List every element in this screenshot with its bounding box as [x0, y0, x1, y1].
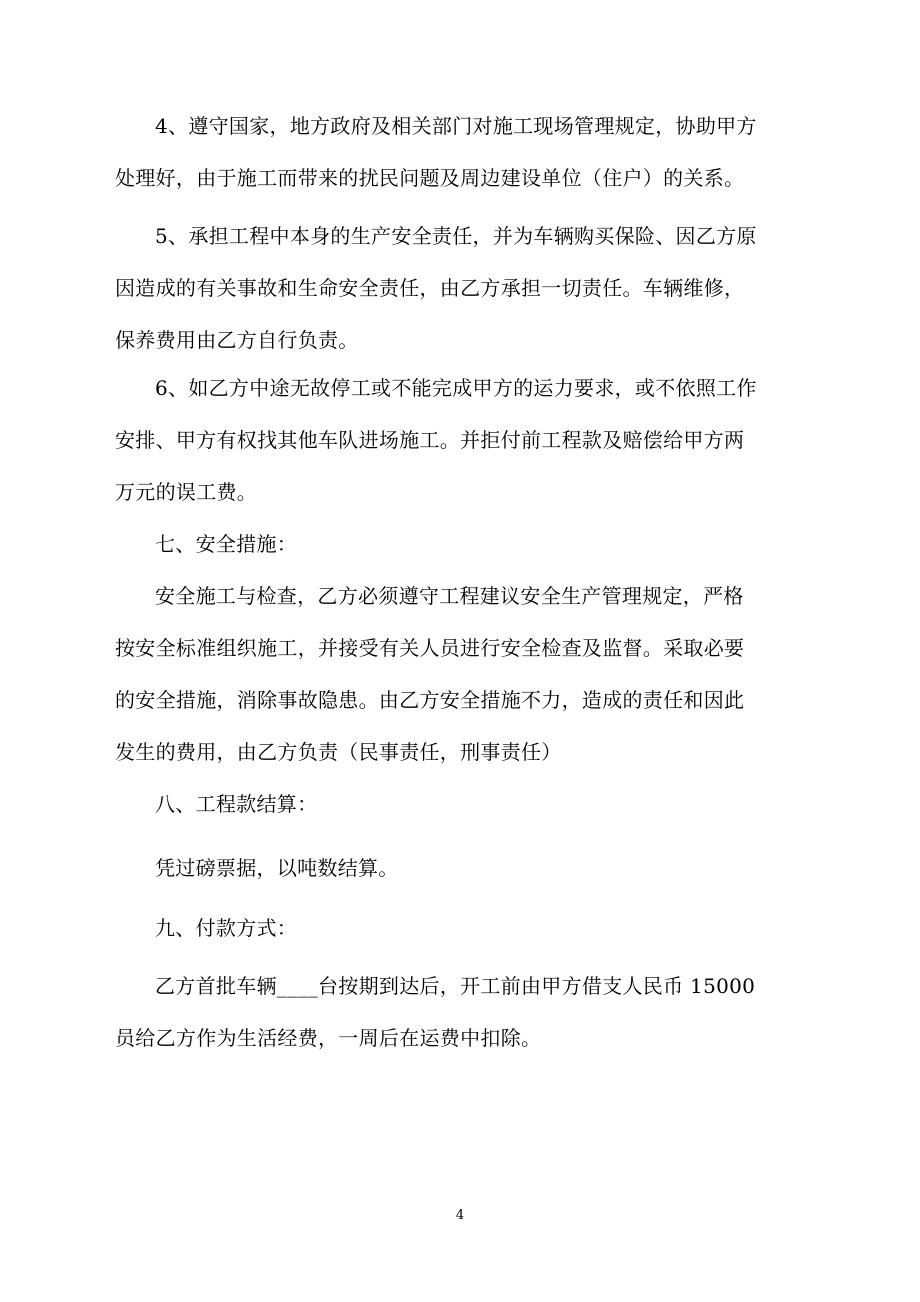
paragraph-safety [115, 570, 805, 778]
paragraph-item-4 [115, 100, 805, 204]
paragraph-settlement [115, 842, 805, 894]
page-number: 4 [455, 1208, 465, 1223]
text-line: 万元的误工费。 [115, 480, 258, 504]
heading-line: 七、安全措施： [155, 532, 298, 556]
text-line: 乙方首批车辆____台按期到达后，开工前由甲方借支人民币 15000 [155, 974, 756, 998]
text-line: 的安全措施，消除事故隐患。由乙方安全措施不力，造成的责任和因此 [115, 688, 745, 712]
text-line: 5、承担工程中本身的生产安全责任，并为车辆购买保险、因乙方原 [155, 224, 757, 248]
text-line: 安全施工与检查，乙方必须遵守工程建议安全生产管理规定，严格 [155, 584, 744, 608]
section-heading-7 [115, 518, 805, 570]
heading-line: 八、工程款结算： [155, 792, 318, 816]
paragraph-item-6 [115, 362, 805, 518]
paragraph-item-5 [115, 210, 805, 366]
text-line: 发生的费用，由乙方负责（民事责任，刑事责任） [115, 740, 562, 764]
section-heading-9 [115, 902, 805, 954]
text-line: 4、遵守国家，地方政府及相关部门对施工现场管理规定，协助甲方 [155, 114, 757, 138]
section-heading-8 [115, 778, 805, 830]
heading-line: 九、付款方式： [155, 916, 298, 940]
text-line: 按安全标准组织施工，并接受有关人员进行安全检查及监督。采取必要 [115, 636, 745, 660]
paragraph-payment [115, 960, 805, 1064]
text-line: 安排、甲方有权找其他车队进场施工。并拒付前工程款及赔偿给甲方两 [115, 428, 745, 452]
text-line: 保养费用由乙方自行负责。 [115, 328, 359, 352]
text-line: 员给乙方作为生活经费，一周后在运费中扣除。 [115, 1026, 542, 1050]
text-line: 6、如乙方中途无故停工或不能完成甲方的运力要求，或不依照工作 [155, 376, 757, 400]
text-line: 因造成的有关事故和生命安全责任，由乙方承担一切责任。车辆维修， [115, 276, 745, 300]
text-line: 凭过磅票据，以吨数结算。 [155, 856, 399, 880]
text-line: 处理好，由于施工而带来的扰民问题及周边建设单位（住户）的关系。 [115, 166, 745, 190]
